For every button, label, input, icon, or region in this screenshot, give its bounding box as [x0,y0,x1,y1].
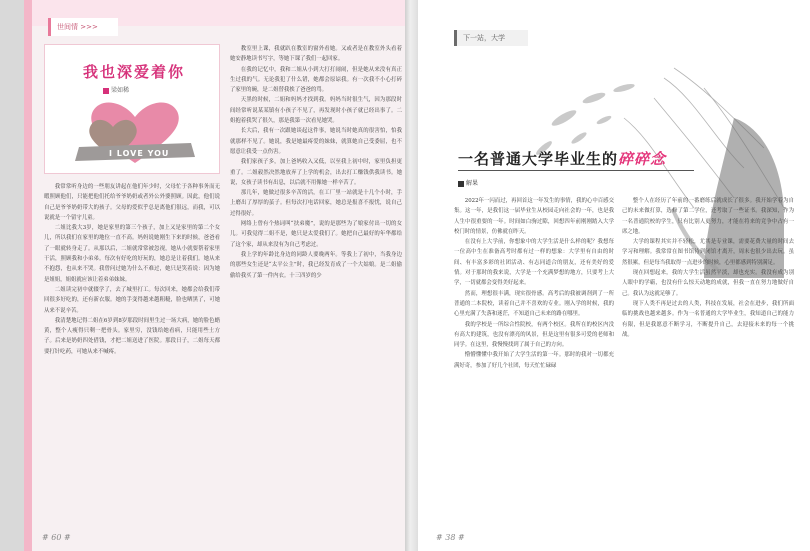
left-article-byline [103,85,129,94]
title-divider [458,170,694,171]
left-column-1 [44,182,220,527]
paragraph: 现下人类不再是过去的人类，科技在发展，社会在进步，我们所面临的挑战也越来越多。作为一名普通的大学毕业生，我知道自己的能力有限，但是我愿意不断学习，不断提升自己，去迎接未来的每一个挑战。 [622,300,794,338]
right-page-number: # 38 # [436,533,465,542]
right-page [418,0,810,551]
paragraph: 整个人在经历了年前的一番磨练后就成长了很多。我开始学着为自己的未来做打算，选修了第二学位，还考取了一些证书。我深知，作为一名普通院校的学生，只有比别人更努力，才能在将来的竞争中占有一席之地。 [622,198,794,235]
feather-icon [570,131,588,146]
paragraph: 天黑的时候，二姐和妈妈才找到我。妈妈当时很生气，因为那段时间经常听说某某镇有小孩子不见了，再发现时小孩子就已经出事了。二姐抱着我哭了很久，那是我第一次看见她哭。 [230,97,402,125]
article-hero-box [44,44,220,174]
paragraph: 网络上曾有个热词叫“扶弟魔”，说的是那些为了娘家付出一切的女儿。可我觉得二姐不是，她只是太爱我们了。她把自己最好的年华都给了这个家，却从来没有为自己考虑过。 [230,221,402,248]
paragraph: 大学的课程其实并不轻松，尤其是专业课，需要花费大量的时间去学习和理解。我常常在图书馆待到闭馆才离开，周末也很少出去玩。虽然很累，但是每当我取得一点进步的时候，心里都感到特别满足。 [622,239,794,266]
paragraph: 那几年，她做过很多辛苦的活，在工厂里一站就是十几个小时，手上磨出了厚厚的茧子。但每次打电话回家，她总是报喜不报忧，说自己过得很好。 [230,190,402,217]
right-column-tag: 下一站，大学 [454,30,528,46]
paragraph: 在我的记忆中，我和二姐从小到大打打闹闹，但是她从来没有真正生过我的气。无论我犯了什么错，她都会原谅我。有一次我不小心打碎了家里的碗，是二姐替我挨了爸爸的骂。 [230,66,402,94]
paragraph: 我常常听身边的一些朋友讲起在他们年少时，父母忙于各种事务而无暇照顾他们，只能把他们托给爷爷奶奶或者外公外婆照顾。因此，他们说自己是爷爷奶奶带大的孩子。父母的爱似乎总是离他们很远，而我，可以说就是一个留守儿童。 [44,184,220,221]
left-column-tag: 世间情 >>> [48,18,118,36]
ribbon-text: I LOVE YOU [109,149,170,158]
feather-icon [582,91,607,106]
paragraph: 我们家孩子多，加上爸妈收入又低，以至我上初中时，家里负担更重了。二姐毅然决然地放弃了上学的机会，出去打工赚钱供我读书。她说，女孩子读书有出息，以后就不用像她一样辛苦了。 [230,159,402,186]
left-column-2 [230,44,402,527]
paragraph: 二姐比我大3岁，她是家里的第三个孩子，加上又是家里的第二个女儿，所以我们在家里的地位一直不高。妈妈说她刚生下来的时候，爸爸看了一眼就转身走了。从那以后，二姐就常常被忽视，她从小就要帮着家里干活，照顾我和小弟弟。每次有好吃的好玩的，她总是让着我们。她从来不抱怨，也从来不哭。我曾问过她为什么不难过，她只是笑着说：因为她是姐姐，姐姐就应该让着弟弟妹妹。 [44,225,220,283]
left-page-number: # 60 # [42,533,71,542]
paragraph: 二姐读完初中就辍学了，去了城里打工。每次回来，她都会给我们带回很多好吃的，还有新衣服。她的手变得越来越粗糙，脸也晒黑了，可她从来不说辛苦。 [44,286,220,314]
paragraph: 我上学的年龄比身边的同龄人要晚两年。等我上了初中，当我身边的那些女生还是“太平公主”时，我已经发育成了一个大姑娘。是二姐偷偷给我买了第一件内衣。十三四岁的少 [230,251,402,279]
left-author-name: 梁如稀 [111,87,130,94]
title-main: 一名普通大学毕业生的 [458,150,619,168]
paragraph: 在没有上大学前，你想象中的大学生活是什么样的呢？我想每一位高中生在准备高考时都有过一样的想象：大学里有自由的时间、有丰富多彩的社团活动、有志同道合的朋友，还有美好的爱情。对于那时的我来说，大学是一个充满梦想的地方，只要考上大学，一切就都会变得美好起来。 [454,239,614,287]
right-article-title [458,148,666,169]
paragraph: 教室里上课，我就趴在教室的窗外看她。又或者是在教室外头看着她安静地读书写字，等她下课了我们一起回家。 [230,46,402,63]
paragraph: 现在回想起来，我的大学生活虽然平淡，却也充实。我没有成为别人眼中的学霸，也没有什么惊天动地的成就，但我一直在努力地做好自己。我认为这就足够了。 [622,270,794,297]
paragraph: 我的学校是一所综合性院校，有两个校区。我所在的校区内没有高大的建筑，也没有漂亮的风景，但是这里有很多可爱的老师和同学。在这里，我慢慢找到了属于自己的方向。 [454,321,614,349]
feather-icon [596,114,613,125]
author-tag-icon [458,181,464,187]
feather-icon [613,82,636,93]
gutter [405,0,418,551]
author-tag-icon [103,88,109,94]
hearts-illustration [65,97,205,171]
right-column-2 [622,196,794,528]
paragraph: 懵懵懂懂中我开始了大学生活的第一年。那时的我对一切都充满好奇，参加了好几个社团，每天忙忙碌碌 [454,352,614,369]
paragraph: 长大后，我有一次跟她谈起这件事，她说当时她真的很害怕，怕我就那样不见了。她说，我是她最疼爱的妹妹，就算她自己受委屈，也不愿意让我受一点伤害。 [230,128,402,155]
title-accent: 碎碎念 [618,150,667,168]
right-author-name: 解果 [466,180,479,187]
left-article-title: 我也深爱着你 [82,63,185,81]
left-page [24,0,405,551]
paragraph: 然而，理想很丰满，现实很骨感。高考后的我被调剂到了一所普通的二本院校，读着自己并不喜欢的专业。刚入学的时候，我的心里充满了失落和迷茫，不知道自己未来的路在哪里。 [454,290,614,318]
paragraph: 我清楚地记得二姐在6岁到8岁那段时间里生过一场大病，她的脸色蜡黄，整个人瘦得只剩一把骨头。家里穷，没钱给她看病，只能用些土方子。后来是奶奶四处借钱，才把二姐送进了医院。那段日子，二姐每天都要打针吃药，可她从来不喊疼。 [44,317,220,355]
feather-icon [550,108,578,129]
paragraph: 2022年一闪而过，再回首这一年发生的事情，我的心中百感交集。这一年，是我们这一届毕业生从校园走向社会的一年，也是我人生中很重要的一年。时间如白驹过隙，回想四年前刚刚踏入大学校门时的情景，仿佛就在昨天。 [454,198,614,235]
right-column-1 [454,196,614,528]
right-article-byline [458,178,478,187]
